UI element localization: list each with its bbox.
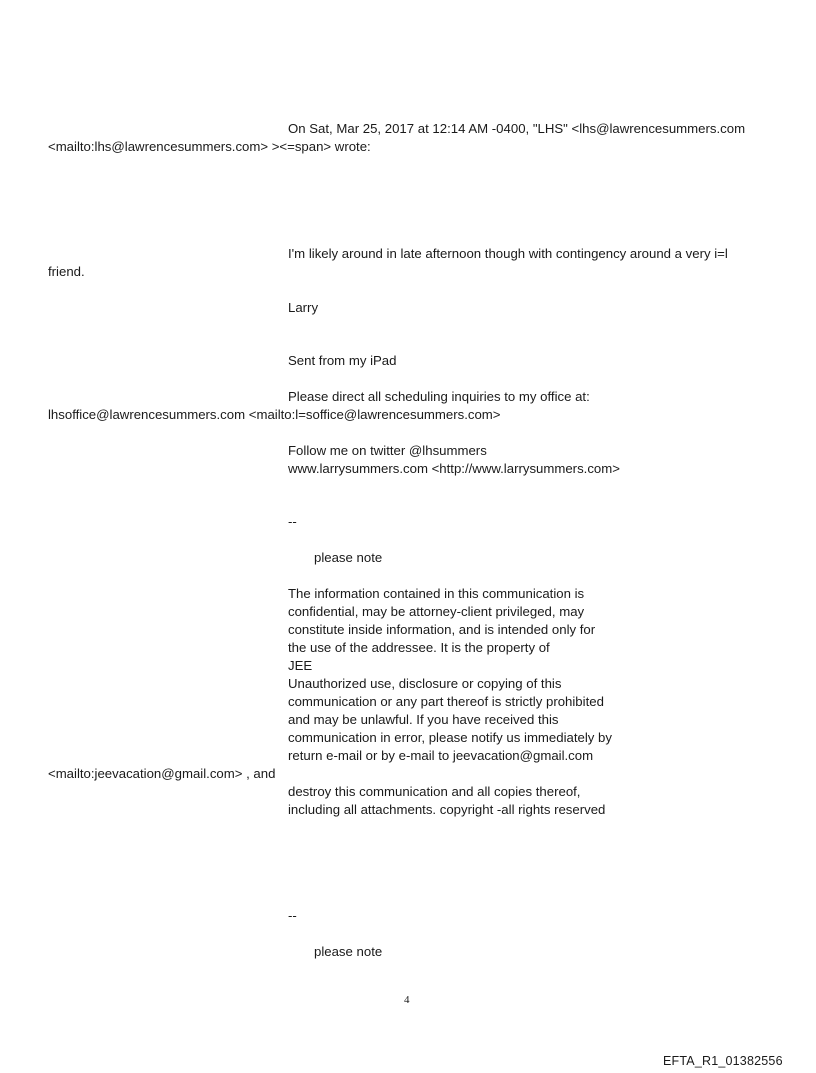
disclaimer-line: the use of the addressee. It is the property of: [288, 640, 550, 655]
separator: --: [288, 908, 297, 923]
email-header-line: <mailto:lhs@lawrencesummers.com> ><=span> wrote:: [48, 139, 371, 154]
signature-name: Larry: [288, 300, 319, 315]
page-number: 4: [404, 994, 410, 1006]
disclaimer-line: and may be unlawful. If you have received this: [288, 712, 559, 727]
message-body-line: friend.: [48, 264, 85, 279]
disclaimer-line: return e-mail or by e-mail to jeevacation@gmail.com: [288, 748, 594, 763]
disclaimer-line: constitute inside information, and is intended only for: [288, 622, 596, 637]
disclaimer-heading: please note: [314, 550, 383, 565]
disclaimer-heading: please note: [314, 944, 383, 959]
twitter-line: Follow me on twitter @lhsummers: [288, 443, 487, 458]
disclaimer-mailto-line: <mailto:jeevacation@gmail.com> , and: [48, 766, 276, 781]
sent-from-line: Sent from my iPad: [288, 353, 397, 368]
message-body-line: I'm likely around in late afternoon though with contingency around a very i=l: [288, 246, 728, 261]
disclaimer-line: communication or any part thereof is strictly prohibited: [288, 694, 604, 709]
disclaimer-line: communication in error, please notify us immediately by: [288, 730, 612, 745]
disclaimer-line: JEE: [288, 658, 313, 673]
separator: --: [288, 514, 297, 529]
website-line: www.larrysummers.com <http://www.larrysummers.com>: [288, 461, 620, 476]
disclaimer-line: The information contained in this communication is: [288, 586, 585, 601]
disclaimer-line: destroy this communication and all copies thereof,: [288, 784, 581, 799]
scheduling-line: lhsoffice@lawrencesummers.com <mailto:l=soffice@lawrencesummers.com>: [48, 407, 501, 422]
email-header-line: On Sat, Mar 25, 2017 at 12:14 AM -0400, "LHS" <lhs@lawrencesummers.com: [288, 121, 746, 136]
disclaimer-line: including all attachments. copyright -all rights reserved: [288, 802, 606, 817]
document-id-stamp: EFTA_R1_01382556: [663, 1054, 783, 1068]
disclaimer-line: Unauthorized use, disclosure or copying of this: [288, 676, 562, 691]
scheduling-line: Please direct all scheduling inquiries to my office at:: [288, 389, 590, 404]
disclaimer-line: confidential, may be attorney-client privileged, may: [288, 604, 585, 619]
